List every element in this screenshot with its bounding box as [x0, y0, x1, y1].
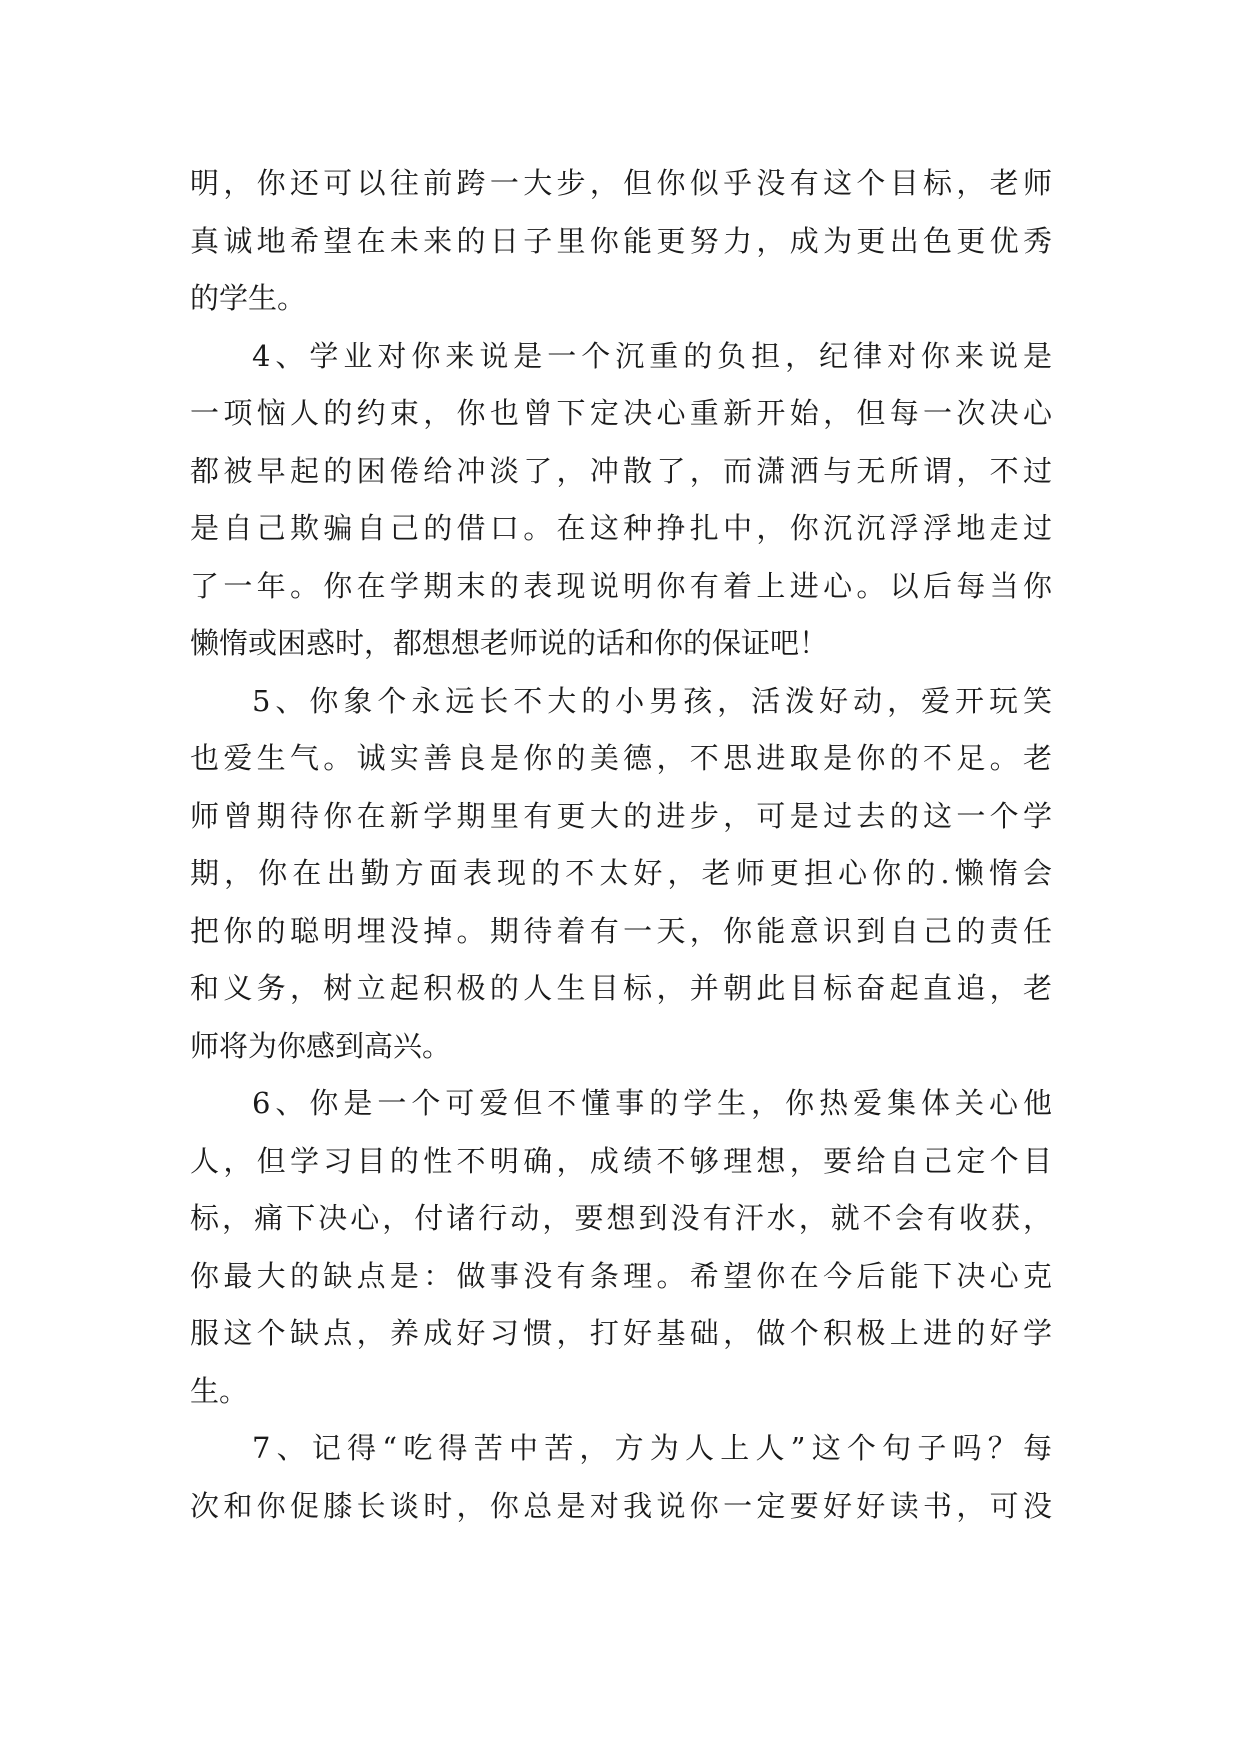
paragraph-5-first-line: 5、你象个永远长不大的小男孩，活泼好动，爱开玩笑: [252, 683, 1052, 718]
paragraph-4-first-line: 4、学业对你来说是一个沉重的负担，纪律对你来说是: [252, 338, 1052, 373]
text-line: 期，你在出勤方面表现的不太好，老师更担心你的.懒惰会: [190, 856, 1052, 890]
text-line: 人，但学习目的性不明确，成绩不够理想，要给自己定个目: [190, 1143, 1052, 1178]
text-line: 的学生。: [190, 281, 307, 315]
paragraph-6-first-line: 6、你是一个可爱但不懂事的学生，你热爱集体关心他: [252, 1086, 1052, 1120]
text-line: 标，痛下决心，付诸行动，要想到没有汗水，就不会有收获，: [190, 1201, 1052, 1235]
text-line: 你最大的缺点是：做事没有条理。希望你在今后能下决心克: [190, 1258, 1052, 1293]
text-line: 服这个缺点，养成好习惯，打好基础，做个积极上进的好学: [190, 1316, 1052, 1350]
text-line: 明，你还可以往前跨一大步，但你似乎没有这个目标，老师: [190, 166, 1052, 200]
text-line: 师曾期待你在新学期里有更大的进步，可是过去的这一个学: [190, 798, 1052, 833]
text-line: 是自己欺骗自己的借口。在这种挣扎中，你沉沉浮浮地走过: [190, 511, 1052, 545]
text-line: 师将为你感到高兴。: [190, 1028, 452, 1063]
text-line: 把你的聪明埋没掉。期待着有一天，你能意识到自己的责任: [190, 913, 1052, 948]
document-body: [190, 155, 1052, 1535]
text-line: 都被早起的困倦给冲淡了，冲散了，而潇洒与无所谓，不过: [190, 453, 1052, 488]
paragraph-7-first-line: 7、记得“吃得苦中苦，方为人上人”这个句子吗？每: [252, 1431, 1052, 1465]
text-line: 懒惰或困惑时，都想想老师说的话和你的保证吧！: [190, 626, 829, 660]
text-line: 生。: [190, 1373, 249, 1408]
text-line: 也爱生气。诚实善良是你的美德，不思进取是你的不足。老: [190, 741, 1052, 775]
text-line: 次和你促膝长谈时，你总是对我说你一定要好好读书，可没: [190, 1488, 1052, 1523]
text-line: 和义务，树立起积极的人生目标，并朝此目标奋起直追，老: [190, 971, 1052, 1005]
text-line: 真诚地希望在未来的日子里你能更努力，成为更出色更优秀: [190, 223, 1052, 258]
text-line: 了一年。你在学期末的表现说明你有着上进心。以后每当你: [190, 568, 1052, 603]
text-line: 一项恼人的约束，你也曾下定决心重新开始，但每一次决心: [190, 396, 1052, 430]
